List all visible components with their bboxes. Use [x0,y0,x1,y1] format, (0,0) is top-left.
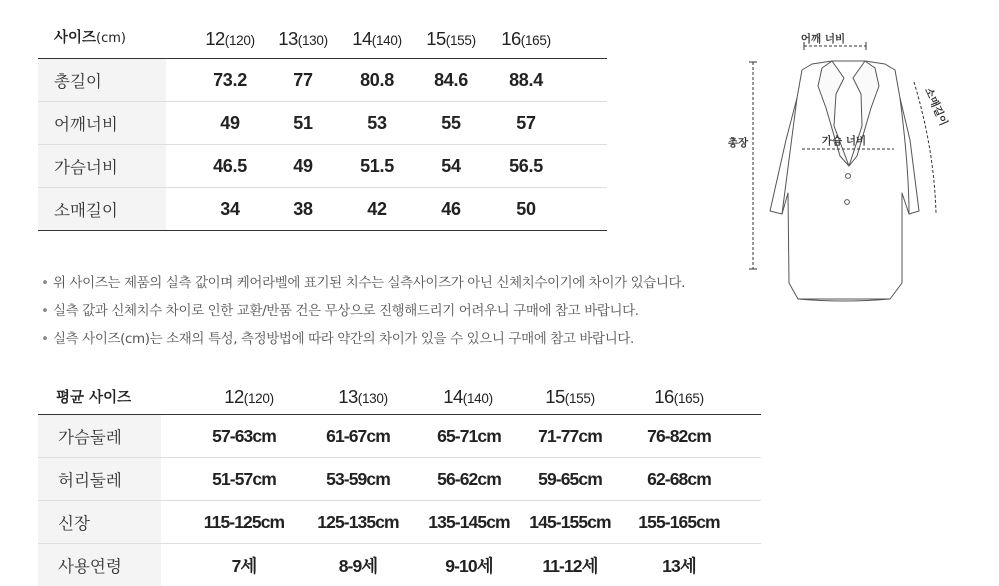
table-cell: 56-62cm [437,468,501,489]
table-row [38,102,607,145]
table-cell: 80.8 [360,69,394,90]
table-cell: 57 [516,112,536,133]
size-header-label: 사이즈(cm) [54,30,126,46]
size-column-12: 12(120) [205,28,255,49]
size-notes [41,272,685,356]
table-cell: 11-12세 [542,555,598,576]
size-column-16: 16(165) [501,28,551,49]
table-cell: 55 [441,112,461,133]
table-row [38,145,607,188]
average-table-header [38,377,761,415]
table-cell: 77 [293,69,313,90]
table-cell: 51-57cm [212,468,276,489]
coat-diagram [722,28,962,308]
note-item [41,300,685,328]
table-cell: 53-59cm [326,468,390,489]
chest-width-label: 가슴 너비 [821,135,867,147]
table-cell: 8-9세 [338,555,378,576]
table-cell: 62-68cm [647,468,711,489]
row-label: 허리둘레 [38,458,161,500]
shoulder-width-label: 어깨 너비 [800,33,846,45]
table-row [38,458,761,501]
size-column-12: 12(120) [224,386,274,407]
table-cell: 76-82cm [647,425,711,446]
total-length-label: 총장 [727,137,749,149]
table-cell: 38 [293,198,313,219]
bullet-icon: • [41,331,49,347]
average-size-header-label: 평균 사이즈 [56,390,132,406]
table-cell: 115-125cm [203,511,285,532]
table-cell: 50 [516,198,536,219]
size-column-13: 13(130) [338,386,388,407]
measurement-table-header [38,18,607,59]
table-row [38,544,761,586]
row-label: 총길이 [38,59,166,101]
bullet-icon: • [41,275,49,291]
row-label: 소매길이 [38,188,166,230]
table-cell: 65-71cm [437,425,501,446]
note-item [41,272,685,300]
size-column-15: 15(155) [426,28,476,49]
row-label: 가슴너비 [38,145,166,187]
table-row [38,415,761,458]
note-text: 위 사이즈는 제품의 실측 값이며 케어라벨에 표기된 치수는 실측사이즈가 아닌 신체치수이기에 차이가 있습니다. [53,275,686,291]
table-row [38,59,607,102]
average-size-table [38,377,761,586]
table-row [38,188,607,231]
table-cell: 59-65cm [538,468,602,489]
table-cell: 155-165cm [638,511,720,532]
bullet-icon: • [41,303,49,319]
table-cell: 46 [441,198,461,219]
table-cell: 34 [220,198,240,219]
size-column-13: 13(130) [278,28,328,49]
note-item [41,328,685,356]
note-text: 실측 사이즈(cm)는 소재의 특성, 측정방법에 따라 약간의 차이가 있을 수 있으니 구매에 참고 바랍니다. [53,331,634,347]
sleeve-length-label: 소매길이 [922,85,950,128]
measurement-table [38,18,607,231]
table-cell: 53 [367,112,387,133]
size-column-15: 15(155) [545,386,595,407]
table-cell: 51 [293,112,313,133]
table-cell: 42 [367,198,387,219]
row-label: 신장 [38,501,161,543]
table-cell: 88.4 [509,69,543,90]
table-row [38,501,761,544]
table-cell: 49 [293,155,313,176]
table-cell: 46.5 [213,155,247,176]
table-cell: 125-135cm [317,511,399,532]
table-cell: 51.5 [360,155,394,176]
coat-outline-icon [770,61,919,301]
row-label: 어깨너비 [38,102,166,144]
table-cell: 73.2 [213,69,247,90]
table-cell: 13세 [662,555,696,576]
size-column-14: 14(140) [443,386,493,407]
table-cell: 145-155cm [529,511,611,532]
row-label: 가슴둘레 [38,415,161,457]
table-cell: 135-145cm [428,511,510,532]
table-cell: 7세 [231,555,257,576]
note-text: 실측 값과 신체치수 차이로 인한 교환/반품 건은 무상으로 진행해드리기 어려우니 구매에 참고 바랍니다. [53,303,639,319]
table-cell: 57-63cm [212,425,276,446]
table-cell: 71-77cm [538,425,602,446]
row-label: 사용연령 [38,544,161,586]
size-column-14: 14(140) [352,28,402,49]
table-cell: 61-67cm [326,425,390,446]
table-cell: 9-10세 [445,555,493,576]
table-cell: 54 [441,155,461,176]
table-cell: 49 [220,112,240,133]
table-cell: 84.6 [434,69,468,90]
size-column-16: 16(165) [654,386,704,407]
table-cell: 56.5 [509,155,543,176]
